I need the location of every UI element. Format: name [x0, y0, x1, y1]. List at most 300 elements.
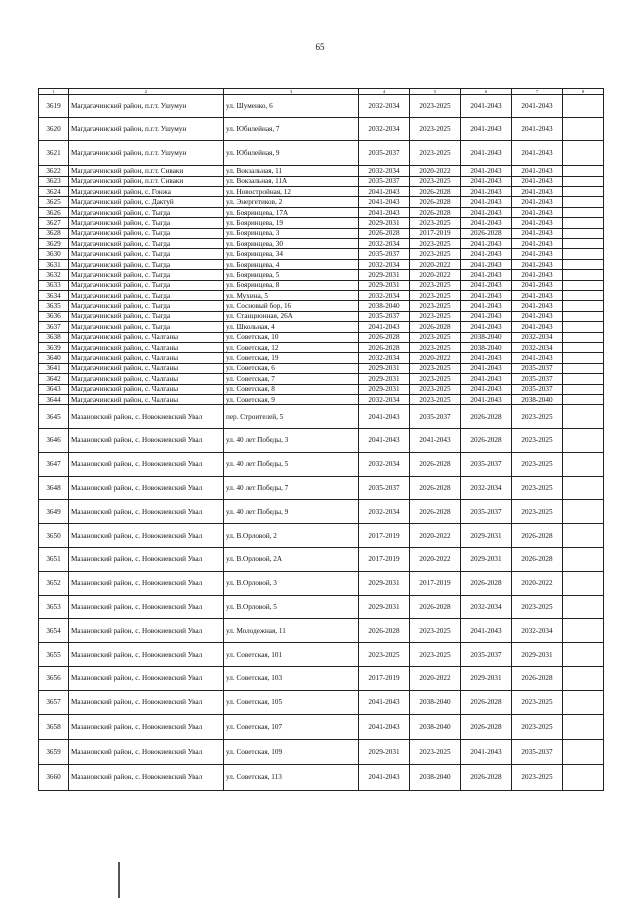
address-cell: ул. Вокзальная, 11 — [224, 166, 359, 176]
period-cell: 2041-2043 — [461, 384, 512, 394]
period-cell: 2035-2037 — [359, 176, 410, 186]
period-cell: 2035-2037 — [359, 476, 410, 500]
address-cell: ул. В.Орловой, 2А — [224, 548, 359, 572]
period-cell: 2017-2019 — [410, 228, 461, 238]
period-cell: 2026-2028 — [461, 429, 512, 453]
note-cell — [563, 429, 604, 453]
table-row — [39, 405, 604, 429]
period-cell: 2038-2040 — [512, 394, 563, 404]
note-cell — [563, 332, 604, 342]
district-cell: Магдагачинский район, с. Тыгда — [69, 207, 224, 217]
period-cell: 2041-2043 — [512, 166, 563, 176]
district-cell: Магдагачинский район, с. Чалганы — [69, 353, 224, 363]
row-number-cell: 3657 — [39, 690, 69, 714]
period-cell: 2041-2043 — [461, 218, 512, 228]
address-cell: ул. Бояринцева, 19 — [224, 218, 359, 228]
period-cell: 2026-2028 — [461, 571, 512, 595]
period-cell: 2023-2025 — [410, 619, 461, 643]
note-cell — [563, 218, 604, 228]
address-cell: ул. 40 лет Победы, 5 — [224, 452, 359, 476]
district-cell: Магдагачинский район, п.г.т. Сиваки — [69, 176, 224, 186]
row-number-cell: 3632 — [39, 270, 69, 280]
note-cell — [563, 384, 604, 394]
table-row — [39, 374, 604, 384]
district-cell: Магдагачинский район, с. Чалганы — [69, 363, 224, 373]
row-number-cell: 3624 — [39, 187, 69, 197]
row-number-cell: 3630 — [39, 249, 69, 259]
note-cell — [563, 342, 604, 352]
note-cell — [563, 249, 604, 259]
address-cell: ул. Советская, 9 — [224, 394, 359, 404]
table-row — [39, 259, 604, 269]
period-cell: 2041-2043 — [512, 270, 563, 280]
note-cell — [563, 690, 604, 714]
note-cell — [563, 322, 604, 332]
address-cell: пер. Строителей, 5 — [224, 405, 359, 429]
table-row — [39, 384, 604, 394]
address-cell: ул. Советская, 12 — [224, 342, 359, 352]
period-cell: 2020-2022 — [410, 270, 461, 280]
period-cell: 2041-2043 — [461, 249, 512, 259]
district-cell: Мазановский район, с. Новокиевский Увал — [69, 548, 224, 572]
table-row — [39, 332, 604, 342]
row-number-cell: 3643 — [39, 384, 69, 394]
period-cell: 2020-2022 — [410, 667, 461, 691]
row-number-cell: 3653 — [39, 595, 69, 619]
district-cell: Магдагачинский район, с. Тыгда — [69, 301, 224, 311]
row-number-cell: 3621 — [39, 141, 69, 166]
period-cell: 2041-2043 — [512, 141, 563, 166]
period-cell: 2041-2043 — [461, 176, 512, 186]
period-cell: 2035-2037 — [461, 643, 512, 667]
page-number: 65 — [315, 42, 325, 52]
period-cell: 2032-2034 — [359, 259, 410, 269]
table-row — [39, 118, 604, 141]
period-cell: 2023-2025 — [512, 595, 563, 619]
period-cell: 2041-2043 — [512, 259, 563, 269]
column-header: 7 — [512, 89, 563, 95]
period-cell: 2035-2037 — [461, 452, 512, 476]
row-number-cell: 3652 — [39, 571, 69, 595]
district-cell: Магдагачинский район, с. Тыгда — [69, 270, 224, 280]
column-header: 5 — [410, 89, 461, 95]
column-header: 3 — [224, 89, 359, 95]
table-row — [39, 571, 604, 595]
period-cell: 2023-2025 — [512, 765, 563, 790]
period-cell: 2038-2040 — [461, 342, 512, 352]
address-cell: ул. Станционная, 26А — [224, 311, 359, 321]
district-cell: Мазановский район, с. Новокиевский Увал — [69, 765, 224, 790]
period-cell: 2029-2031 — [359, 280, 410, 290]
period-cell: 2041-2043 — [461, 166, 512, 176]
period-cell: 2029-2031 — [359, 374, 410, 384]
period-cell: 2035-2037 — [359, 311, 410, 321]
period-cell: 2026-2028 — [410, 207, 461, 217]
period-cell: 2041-2043 — [461, 311, 512, 321]
address-cell: ул. Советская, 105 — [224, 690, 359, 714]
note-cell — [563, 270, 604, 280]
note-cell — [563, 259, 604, 269]
district-cell: Мазановский район, с. Новокиевский Увал — [69, 714, 224, 739]
district-cell: Магдагачинский район, с. Тыгда — [69, 239, 224, 249]
period-cell: 2038-2040 — [410, 765, 461, 790]
note-cell — [563, 405, 604, 429]
period-cell: 2023-2025 — [512, 405, 563, 429]
period-cell: 2035-2037 — [461, 500, 512, 524]
district-cell: Магдагачинский район, с. Тыгда — [69, 311, 224, 321]
period-cell: 2041-2043 — [359, 429, 410, 453]
row-number-cell: 3639 — [39, 342, 69, 352]
period-cell: 2032-2034 — [359, 290, 410, 300]
period-cell: 2026-2028 — [410, 187, 461, 197]
address-cell: ул. Советская, 107 — [224, 714, 359, 739]
period-cell: 2041-2043 — [512, 290, 563, 300]
address-cell: ул. Новостройная, 12 — [224, 187, 359, 197]
note-cell — [563, 353, 604, 363]
period-cell: 2020-2022 — [410, 353, 461, 363]
address-cell: ул. Энергетиков, 2 — [224, 197, 359, 207]
address-cell: ул. 40 лет Победы, 9 — [224, 500, 359, 524]
period-cell: 2029-2031 — [359, 218, 410, 228]
column-header: 6 — [461, 89, 512, 95]
period-cell: 2023-2025 — [410, 95, 461, 118]
period-cell: 2023-2025 — [512, 690, 563, 714]
address-cell: ул. Бояринцева, 3 — [224, 228, 359, 238]
address-cell: ул. 40 лет Победы, 3 — [224, 429, 359, 453]
district-cell: Магдагачинский район, п.г.т. Ушумун — [69, 118, 224, 141]
table-row — [39, 95, 604, 118]
period-cell: 2023-2025 — [410, 342, 461, 352]
row-number-cell: 3629 — [39, 239, 69, 249]
period-cell: 2020-2022 — [410, 548, 461, 572]
note-cell — [563, 548, 604, 572]
period-cell: 2032-2034 — [359, 95, 410, 118]
period-cell: 2041-2043 — [359, 690, 410, 714]
address-cell: ул. Советская, 113 — [224, 765, 359, 790]
table-row — [39, 429, 604, 453]
table-row — [39, 714, 604, 739]
period-cell: 2026-2028 — [359, 332, 410, 342]
period-cell: 2041-2043 — [512, 95, 563, 118]
district-cell: Мазановский район, с. Новокиевский Увал — [69, 524, 224, 548]
note-cell — [563, 207, 604, 217]
district-cell: Мазановский район, с. Новокиевский Увал — [69, 619, 224, 643]
district-cell: Мазановский район, с. Новокиевский Увал — [69, 500, 224, 524]
row-number-cell: 3659 — [39, 739, 69, 764]
row-number-cell: 3650 — [39, 524, 69, 548]
table-row — [39, 270, 604, 280]
address-cell: ул. Советская, 103 — [224, 667, 359, 691]
period-cell: 2041-2043 — [359, 405, 410, 429]
address-cell: ул. Юбилейная, 7 — [224, 118, 359, 141]
row-number-cell: 3635 — [39, 301, 69, 311]
period-cell: 2026-2028 — [410, 595, 461, 619]
period-cell: 2029-2031 — [359, 384, 410, 394]
district-cell: Магдагачинский район, с. Тыгда — [69, 290, 224, 300]
district-cell: Магдагачинский район, п.г.т. Ушумун — [69, 95, 224, 118]
row-number-cell: 3627 — [39, 218, 69, 228]
period-cell: 2041-2043 — [410, 429, 461, 453]
row-number-cell: 3646 — [39, 429, 69, 453]
table-row — [39, 207, 604, 217]
period-cell: 2026-2028 — [512, 548, 563, 572]
period-cell: 2017-2019 — [410, 571, 461, 595]
district-cell: Мазановский район, с. Новокиевский Увал — [69, 690, 224, 714]
district-cell: Мазановский район, с. Новокиевский Увал — [69, 643, 224, 667]
period-cell: 2032-2034 — [359, 239, 410, 249]
period-cell: 2041-2043 — [512, 197, 563, 207]
period-cell: 2029-2031 — [512, 643, 563, 667]
period-cell: 2041-2043 — [512, 218, 563, 228]
period-cell: 2041-2043 — [461, 187, 512, 197]
address-cell: ул. Бояринцева, 34 — [224, 249, 359, 259]
note-cell — [563, 643, 604, 667]
row-number-cell: 3622 — [39, 166, 69, 176]
table-row — [39, 739, 604, 764]
table-row — [39, 228, 604, 238]
district-cell: Мазановский район, с. Новокиевский Увал — [69, 595, 224, 619]
period-cell: 2041-2043 — [461, 259, 512, 269]
period-cell: 2032-2034 — [359, 452, 410, 476]
address-cell: ул. Бояринцева, 4 — [224, 259, 359, 269]
period-cell: 2035-2037 — [512, 739, 563, 764]
period-cell: 2023-2025 — [512, 500, 563, 524]
address-cell: ул. Советская, 8 — [224, 384, 359, 394]
district-cell: Мазановский район, с. Новокиевский Увал — [69, 452, 224, 476]
table-row — [39, 239, 604, 249]
row-number-cell: 3626 — [39, 207, 69, 217]
period-cell: 2023-2025 — [410, 394, 461, 404]
address-cell: ул. Советская, 109 — [224, 739, 359, 764]
district-cell: Магдагачинский район, с. Чалганы — [69, 342, 224, 352]
period-cell: 2023-2025 — [410, 643, 461, 667]
district-cell: Магдагачинский район, п.г.т. Сиваки — [69, 166, 224, 176]
period-cell: 2026-2028 — [410, 476, 461, 500]
period-cell: 2029-2031 — [359, 571, 410, 595]
note-cell — [563, 363, 604, 373]
table-row — [39, 500, 604, 524]
period-cell: 2041-2043 — [461, 353, 512, 363]
period-cell: 2023-2025 — [410, 141, 461, 166]
district-cell: Магдагачинский район, с. Чалганы — [69, 374, 224, 384]
period-cell: 2041-2043 — [359, 197, 410, 207]
district-cell: Мазановский район, с. Новокиевский Увал — [69, 476, 224, 500]
period-cell: 2029-2031 — [359, 739, 410, 764]
period-cell: 2023-2025 — [410, 332, 461, 342]
address-cell: ул. В.Орловой, 2 — [224, 524, 359, 548]
note-cell — [563, 452, 604, 476]
row-number-cell: 3628 — [39, 228, 69, 238]
table-row — [39, 197, 604, 207]
table-row — [39, 667, 604, 691]
note-cell — [563, 571, 604, 595]
district-cell: Мазановский район, с. Новокиевский Увал — [69, 429, 224, 453]
row-number-cell: 3623 — [39, 176, 69, 186]
address-cell: ул. Вокзальная, 11А — [224, 176, 359, 186]
district-cell: Мазановский район, с. Новокиевский Увал — [69, 405, 224, 429]
period-cell: 2017-2019 — [359, 548, 410, 572]
period-cell: 2041-2043 — [461, 280, 512, 290]
district-cell: Магдагачинский район, с. Тыгда — [69, 259, 224, 269]
note-cell — [563, 595, 604, 619]
district-cell: Магдагачинский район, п.г.т. Ушумун — [69, 141, 224, 166]
table-row — [39, 322, 604, 332]
district-cell: Мазановский район, с. Новокиевский Увал — [69, 667, 224, 691]
address-cell: ул. Бояринцева, 17А — [224, 207, 359, 217]
note-cell — [563, 765, 604, 790]
district-cell: Магдагачинский район, с. Чалганы — [69, 394, 224, 404]
district-cell: Магдагачинский район, с. Чалганы — [69, 384, 224, 394]
period-cell: 2026-2028 — [359, 619, 410, 643]
row-number-cell: 3654 — [39, 619, 69, 643]
table-row — [39, 301, 604, 311]
row-number-cell: 3642 — [39, 374, 69, 384]
period-cell: 2026-2028 — [410, 500, 461, 524]
column-header: 2 — [69, 89, 224, 95]
period-cell: 2038-2040 — [359, 301, 410, 311]
row-number-cell: 3660 — [39, 765, 69, 790]
period-cell: 2041-2043 — [359, 765, 410, 790]
period-cell: 2041-2043 — [461, 739, 512, 764]
table-row — [39, 187, 604, 197]
note-cell — [563, 311, 604, 321]
district-cell: Магдагачинский район, с. Тыгда — [69, 249, 224, 259]
period-cell: 2032-2034 — [512, 619, 563, 643]
address-cell: ул. Шуменко, 6 — [224, 95, 359, 118]
column-header: 8 — [563, 89, 604, 95]
period-cell: 2041-2043 — [461, 363, 512, 373]
row-number-cell: 3625 — [39, 197, 69, 207]
period-cell: 2041-2043 — [512, 301, 563, 311]
row-number-cell: 3619 — [39, 95, 69, 118]
note-cell — [563, 118, 604, 141]
address-cell: ул. Советская, 10 — [224, 332, 359, 342]
period-cell: 2023-2025 — [410, 239, 461, 249]
row-number-cell: 3644 — [39, 394, 69, 404]
note-cell — [563, 280, 604, 290]
period-cell: 2041-2043 — [461, 290, 512, 300]
period-cell: 2023-2025 — [512, 429, 563, 453]
district-cell: Магдагачинский район, с. Чалганы — [69, 332, 224, 342]
period-cell: 2023-2025 — [410, 176, 461, 186]
table-row — [39, 218, 604, 228]
period-cell: 2041-2043 — [359, 322, 410, 332]
period-cell: 2017-2019 — [359, 667, 410, 691]
row-number-cell: 3651 — [39, 548, 69, 572]
period-cell: 2023-2025 — [410, 218, 461, 228]
period-cell: 2023-2025 — [512, 714, 563, 739]
period-cell: 2023-2025 — [512, 476, 563, 500]
table-row — [39, 595, 604, 619]
period-cell: 2035-2037 — [512, 363, 563, 373]
table-row — [39, 394, 604, 404]
period-cell: 2041-2043 — [512, 280, 563, 290]
period-cell: 2026-2028 — [410, 197, 461, 207]
period-cell: 2041-2043 — [461, 374, 512, 384]
period-cell: 2041-2043 — [461, 322, 512, 332]
period-cell: 2026-2028 — [410, 452, 461, 476]
row-number-cell: 3656 — [39, 667, 69, 691]
period-cell: 2026-2028 — [461, 228, 512, 238]
period-cell: 2026-2028 — [461, 714, 512, 739]
period-cell: 2038-2040 — [461, 332, 512, 342]
period-cell: 2032-2034 — [461, 595, 512, 619]
note-cell — [563, 176, 604, 186]
scan-margin-mark — [118, 862, 120, 898]
note-cell — [563, 301, 604, 311]
period-cell: 2029-2031 — [359, 270, 410, 280]
period-cell: 2026-2028 — [461, 405, 512, 429]
period-cell: 2023-2025 — [410, 384, 461, 394]
table-row — [39, 363, 604, 373]
district-cell: Магдагачинский район, с. Тыгда — [69, 228, 224, 238]
note-cell — [563, 739, 604, 764]
note-cell — [563, 714, 604, 739]
period-cell: 2035-2037 — [359, 249, 410, 259]
period-cell: 2041-2043 — [359, 187, 410, 197]
period-cell: 2023-2025 — [410, 363, 461, 373]
period-cell: 2041-2043 — [512, 249, 563, 259]
row-number-cell: 3640 — [39, 353, 69, 363]
period-cell: 2041-2043 — [512, 118, 563, 141]
row-number-cell: 3655 — [39, 643, 69, 667]
row-number-cell: 3641 — [39, 363, 69, 373]
table-row — [39, 548, 604, 572]
row-number-cell: 3638 — [39, 332, 69, 342]
period-cell: 2038-2040 — [410, 690, 461, 714]
period-cell: 2041-2043 — [512, 176, 563, 186]
period-cell: 2041-2043 — [512, 187, 563, 197]
address-cell: ул. Советская, 6 — [224, 363, 359, 373]
period-cell: 2029-2031 — [359, 363, 410, 373]
address-cell: ул. Молодежная, 11 — [224, 619, 359, 643]
table-row — [39, 141, 604, 166]
period-cell: 2020-2022 — [512, 571, 563, 595]
period-cell: 2041-2043 — [512, 228, 563, 238]
period-cell: 2023-2025 — [410, 290, 461, 300]
address-cell: ул. 40 лет Победы, 7 — [224, 476, 359, 500]
table-row — [39, 452, 604, 476]
period-cell: 2041-2043 — [461, 239, 512, 249]
table-row — [39, 690, 604, 714]
note-cell — [563, 228, 604, 238]
row-number-cell: 3645 — [39, 405, 69, 429]
period-cell: 2020-2022 — [410, 259, 461, 269]
row-number-cell: 3637 — [39, 322, 69, 332]
address-cell: ул. В.Орловой, 3 — [224, 571, 359, 595]
district-cell: Магдагачинский район, с. Дактуй — [69, 197, 224, 207]
period-cell: 2029-2031 — [359, 595, 410, 619]
period-cell: 2041-2043 — [461, 270, 512, 280]
table-row — [39, 342, 604, 352]
district-cell: Мазановский район, с. Новокиевский Увал — [69, 571, 224, 595]
period-cell: 2023-2025 — [410, 374, 461, 384]
period-cell: 2023-2025 — [359, 643, 410, 667]
period-cell: 2023-2025 — [410, 311, 461, 321]
note-cell — [563, 476, 604, 500]
period-cell: 2041-2043 — [359, 207, 410, 217]
period-cell: 2026-2028 — [410, 322, 461, 332]
period-cell: 2020-2022 — [410, 166, 461, 176]
note-cell — [563, 187, 604, 197]
address-cell: ул. Сосновый бор, 16 — [224, 301, 359, 311]
period-cell: 2032-2034 — [359, 394, 410, 404]
note-cell — [563, 197, 604, 207]
period-cell: 2023-2025 — [410, 249, 461, 259]
table-row — [39, 249, 604, 259]
table-row — [39, 176, 604, 186]
row-number-cell: 3649 — [39, 500, 69, 524]
